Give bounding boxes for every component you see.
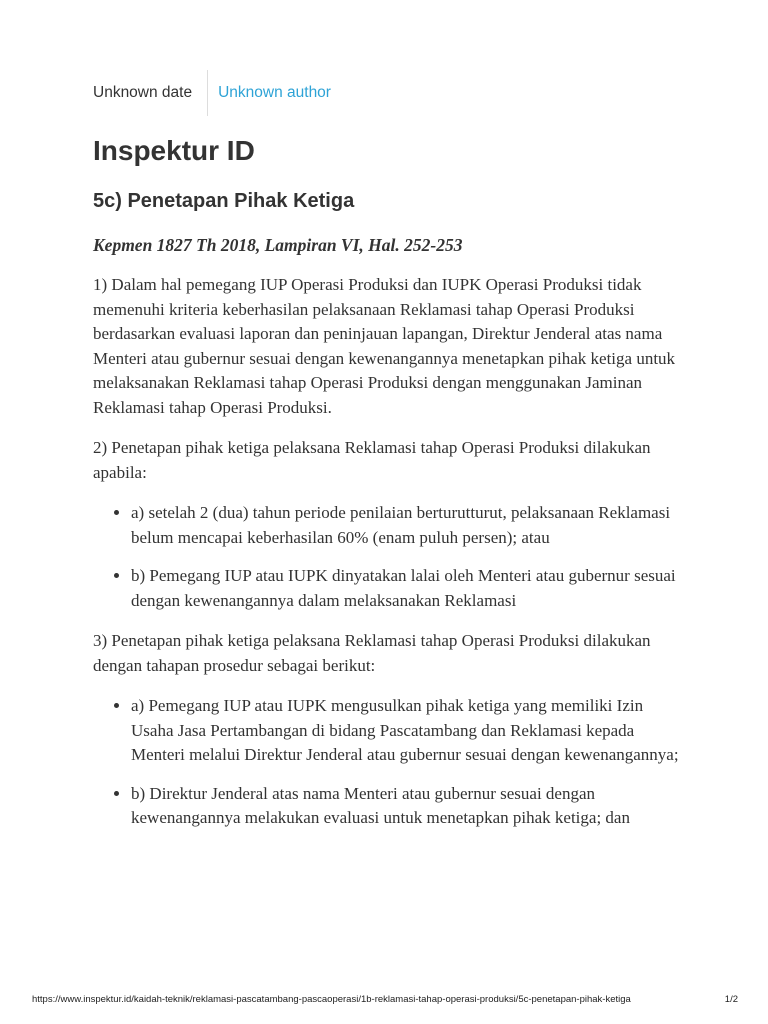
paragraph-1: 1) Dalam hal pemegang IUP Operasi Produksi dan IUPK Operasi Produksi tidak memenuhi kriteria keberhasilan pelaksanaan Reklamasi tahap Operasi Produksi berdasarkan evaluasi laporan dan peninjauan lapangan, Direktur Jenderal atas nama Menteri atau gubernur sesuai dengan kewenangannya menetapkan pihak ketiga untuk melaksanakan Reklamasi tahap Operasi Produksi dengan menggunakan Jaminan Reklamasi tahap Operasi Produksi. <box>93 275 676 417</box>
conditions-list <box>93 501 683 613</box>
paragraph-3: 3) Penetapan pihak ketiga pelaksana Reklamasi tahap Operasi Produksi dilakukan dengan tahapan prosedur sebagai berikut: <box>93 631 651 675</box>
list-item: • a) Pemegang IUP atau IUPK mengusulkan pihak ketiga yang memiliki Izin Usaha Jasa Pertambangan di bidang Pascatambang dan Reklamasi kepada Menteri melalui Direktur Jenderal atau gubernur sesuai dengan kewenangannya; <box>131 694 683 768</box>
print-footer <box>32 994 738 1005</box>
author-link[interactable]: Unknown author <box>218 84 331 101</box>
post-date: Unknown date <box>93 84 193 101</box>
reference-citation: Kepmen 1827 Th 2018, Lampiran VI, Hal. 252-253 <box>93 235 463 255</box>
list-item: • a) setelah 2 (dua) tahun periode penilaian berturutturut, pelaksanaan Reklamasi belum mencapai keberhasilan 60% (enam puluh persen); atau <box>131 501 683 550</box>
paragraph-2: 2) Penetapan pihak ketiga pelaksana Reklamasi tahap Operasi Produksi dilakukan apabila: <box>93 438 651 482</box>
page-number: 1/2 <box>724 994 738 1005</box>
site-title: Inspektur ID <box>93 135 255 166</box>
section-title: 5c) Penetapan Pihak Ketiga <box>93 190 355 212</box>
list-item: • b) Pemegang IUP atau IUPK dinyatakan lalai oleh Menteri atau gubernur sesuai dengan kewenangannya dalam melaksanakan Reklamasi <box>131 564 683 613</box>
list-item: • b) Direktur Jenderal atas nama Menteri atau gubernur sesuai dengan kewenangannya melakukan evaluasi untuk menetapkan pihak ketiga; dan <box>131 782 683 831</box>
procedure-list <box>93 694 683 831</box>
post-meta <box>93 70 331 116</box>
article-body <box>93 273 683 847</box>
footer-url: https://www.inspektur.id/kaidah-teknik/reklamasi-pascatambang-pascaoperasi/1b-reklamasi-tahap-operasi-produksi/5c-penetapan-pihak-ketiga <box>32 994 631 1005</box>
